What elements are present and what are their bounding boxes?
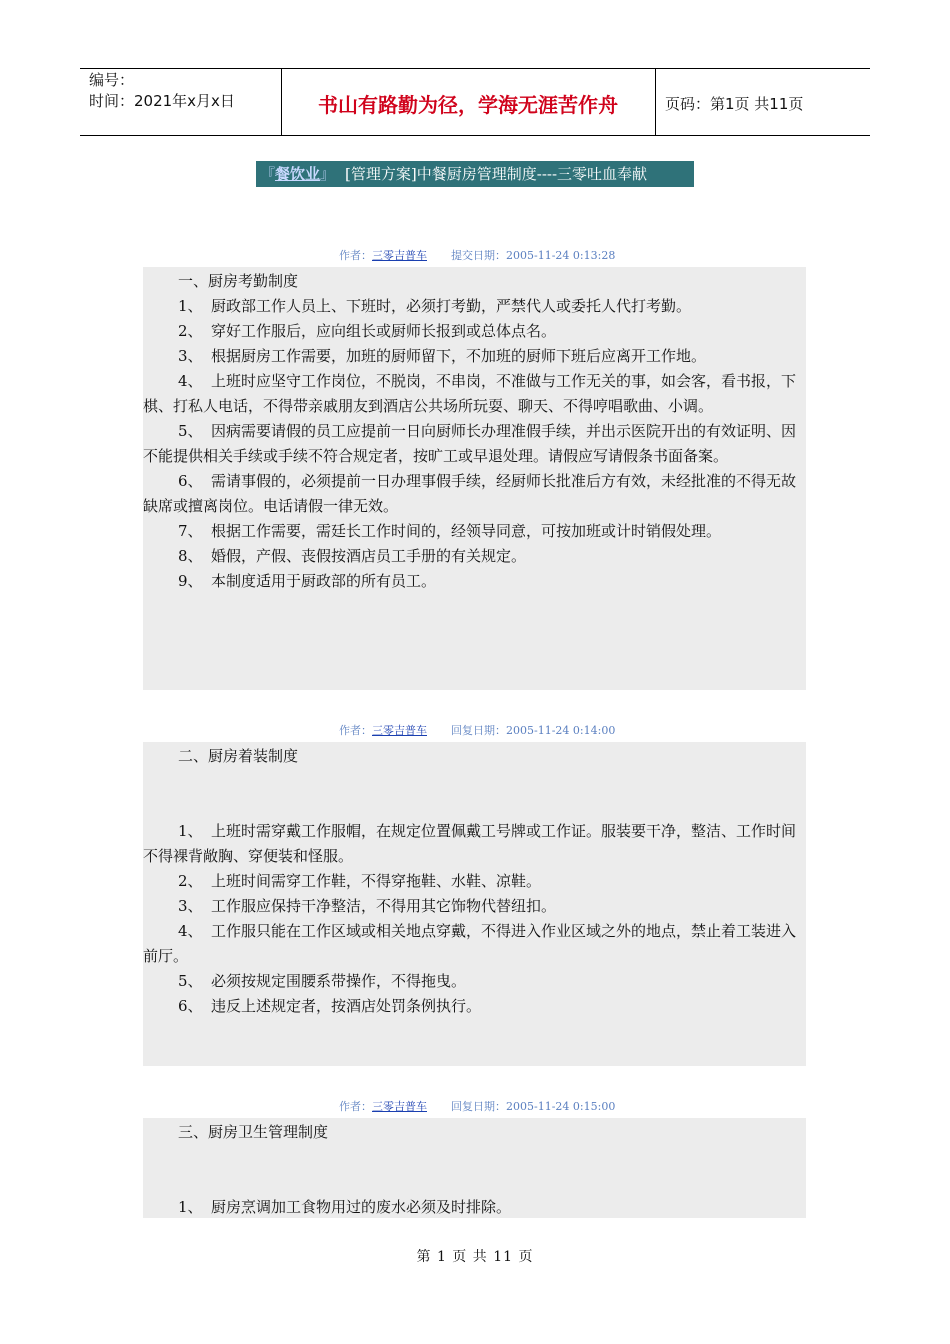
header-page-info: 页码：第1页 共11页 [665, 95, 804, 113]
post-date: 回复日期：2005-11-24 0:14:00 [451, 724, 616, 737]
item-text: 工作服应保持干净整洁，不得用其它饰物代替纽扣。 [211, 897, 557, 915]
item-text: 厨房烹调加工食物用过的废水必须及时排除。 [211, 1198, 512, 1216]
item-number: 4、 [178, 922, 203, 940]
list-item [143, 344, 806, 369]
list-item [143, 544, 806, 569]
item-number: 6、 [178, 472, 203, 490]
item-number: 5、 [178, 422, 203, 440]
author-link[interactable]: 三零吉普车 [372, 724, 427, 737]
list-item [143, 869, 806, 894]
post-content [143, 742, 806, 1066]
doc-time-label: 时间：2021年x月x日 [89, 92, 235, 110]
doc-number-label: 编号： [89, 71, 135, 89]
item-text: 上班时间需穿工作鞋，不得穿拖鞋、水鞋、凉鞋。 [211, 872, 542, 890]
author-link[interactable]: 三零吉普车 [372, 1100, 427, 1113]
bracket-close: 』 [320, 165, 336, 183]
item-text: 违反上述规定者，按酒店处罚条例执行。 [211, 997, 482, 1015]
item-text: 穿好工作服后，应向组长或厨师长报到或总体点名。 [211, 322, 557, 340]
item-text: 厨政部工作人员上、下班时，必须打考勤，严禁代人或委托人代打考勤。 [211, 297, 692, 315]
list-item [143, 519, 806, 544]
item-number: 7、 [178, 522, 203, 540]
item-text: 工作服只能在工作区域或相关地点穿戴，不得进入作业区域之外的地点，禁止着工装进入前厅。 [143, 922, 797, 965]
header-top-rule [80, 68, 870, 69]
header-motto: 书山有路勤为径，学海无涯苦作舟 [318, 93, 618, 117]
list-item [143, 994, 806, 1019]
list-item [143, 819, 806, 869]
list-item [143, 1195, 806, 1220]
list-item [143, 894, 806, 919]
item-number: 1、 [178, 1198, 203, 1216]
item-number: 9、 [178, 572, 203, 590]
list-item [143, 919, 806, 969]
item-text: 上班时应坚守工作岗位，不脱岗，不串岗，不准做与工作无关的事，如会客，看书报，下棋、打私人电话，不得带亲戚朋友到酒店公共场所玩耍、聊天、不得哼唱歌曲、小调。 [143, 372, 797, 415]
category-link[interactable]: 餐饮业 [275, 165, 321, 183]
item-number: 8、 [178, 547, 203, 565]
list-item [143, 294, 806, 319]
item-number: 1、 [178, 822, 203, 840]
section-heading: 一、厨房考勤制度 [178, 272, 299, 290]
item-number: 2、 [178, 872, 203, 890]
page-footer: 第 1 页 共 11 页 [416, 1249, 534, 1265]
item-number: 2、 [178, 322, 203, 340]
post-meta [339, 247, 615, 263]
title-banner [256, 161, 694, 187]
section-heading: 二、厨房着装制度 [178, 747, 299, 765]
post-meta [339, 1098, 615, 1114]
header-divider-right [655, 68, 656, 135]
post-content [143, 267, 806, 690]
item-number: 4、 [178, 372, 203, 390]
section-heading: 三、厨房卫生管理制度 [178, 1123, 329, 1141]
author-link[interactable]: 三零吉普车 [372, 249, 427, 262]
list-item [143, 569, 806, 594]
bracket-open: 『 [260, 165, 276, 183]
list-item [143, 369, 806, 419]
list-item [143, 319, 806, 344]
item-number: 6、 [178, 997, 203, 1015]
item-text: 根据工作需要，需廷长工作时间的，经领导同意，可按加班或计时销假处理。 [211, 522, 722, 540]
list-item [143, 969, 806, 994]
category-tag[interactable] [260, 165, 335, 183]
post-date: 回复日期：2005-11-24 0:15:00 [451, 1100, 616, 1113]
item-text: 因病需要请假的员工应提前一日向厨师长办理准假手续，并出示医院开出的有效证明、因不能提供相关手续或手续不符合规定者，按旷工或早退处理。请假应写请假条书面备案。 [143, 422, 797, 465]
author-label: 作者： [339, 249, 372, 262]
page-title: [管理方案]中餐厨房管理制度----三零吐血奉献 [345, 165, 648, 183]
item-text: 必须按规定围腰系带操作，不得拖曳。 [211, 972, 467, 990]
item-text: 根据厨房工作需要，加班的厨师留下，不加班的厨师下班后应离开工作地。 [211, 347, 707, 365]
item-number: 3、 [178, 347, 203, 365]
list-item [143, 419, 806, 469]
header-info [89, 70, 235, 112]
list-item [143, 469, 806, 519]
item-text: 上班时需穿戴工作服帽，在规定位置佩戴工号牌或工作证。服装要干净，整洁、工作时间不得裸背敞胸、穿便装和怪服。 [143, 822, 797, 865]
post-date: 提交日期：2005-11-24 0:13:28 [451, 249, 616, 262]
item-text: 本制度适用于厨政部的所有员工。 [211, 572, 437, 590]
author-label: 作者： [339, 724, 372, 737]
post-content [143, 1118, 806, 1218]
author-label: 作者： [339, 1100, 372, 1113]
header-bottom-rule [80, 135, 870, 136]
item-text: 需请事假的，必须提前一日办理事假手续，经厨师长批准后方有效，未经批准的不得无故缺席或擅离岗位。电话请假一律无效。 [143, 472, 797, 515]
item-number: 5、 [178, 972, 203, 990]
item-number: 3、 [178, 897, 203, 915]
item-number: 1、 [178, 297, 203, 315]
item-text: 婚假，产假、丧假按酒店员工手册的有关规定。 [211, 547, 527, 565]
post-meta [339, 722, 615, 738]
